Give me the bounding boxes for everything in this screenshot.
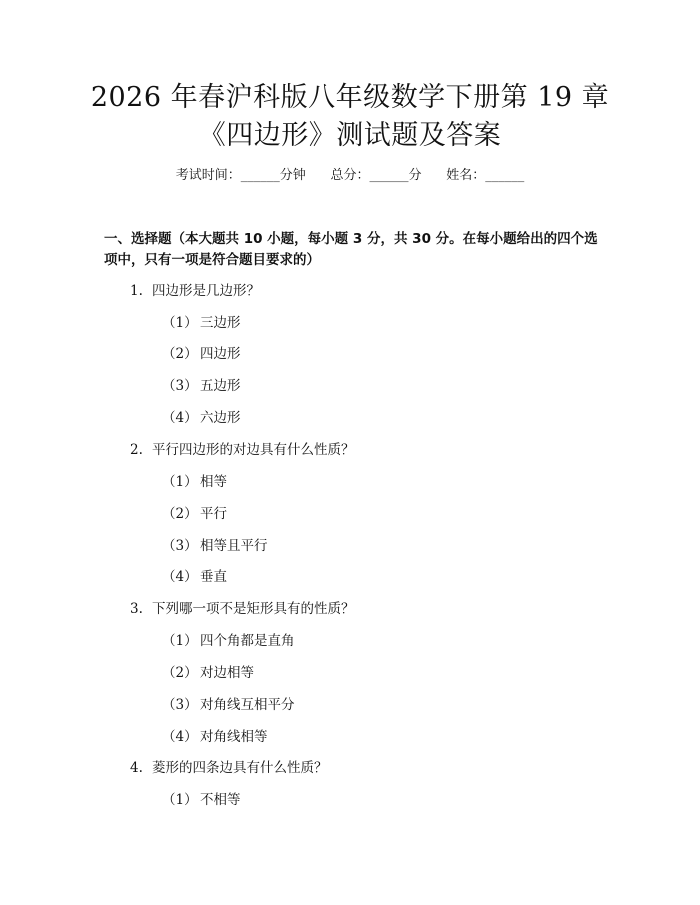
section-heading-line2: 项中，只有一项是符合题目要求的） <box>104 252 320 268</box>
option-text: 相等且平行 <box>200 538 268 554</box>
question-3-option-2 <box>162 663 254 683</box>
question-3-option-3 <box>162 695 295 715</box>
question-text: 平行四边形的对边具有什么性质？ <box>152 442 355 458</box>
question-1-option-2 <box>162 344 241 364</box>
option-text: 对边相等 <box>200 665 254 681</box>
question-4 <box>130 758 328 778</box>
question-3 <box>130 599 355 619</box>
question-number: 4. <box>130 760 143 776</box>
question-number: 1. <box>130 283 143 299</box>
option-number: （3） <box>162 378 198 394</box>
question-2-option-4 <box>162 567 227 587</box>
option-text: 六边形 <box>200 410 241 426</box>
option-text: 对角线互相平分 <box>200 697 295 713</box>
option-number: （4） <box>162 729 198 745</box>
question-text: 菱形的四条边具有什么性质？ <box>152 760 328 776</box>
question-number: 3. <box>130 601 143 617</box>
option-text: 三边形 <box>200 315 241 331</box>
option-number: （2） <box>162 506 198 522</box>
question-2-option-1 <box>162 472 227 492</box>
option-number: （3） <box>162 538 198 554</box>
option-number: （1） <box>162 315 198 331</box>
question-1-option-4 <box>162 408 241 428</box>
question-text: 四边形是几边形？ <box>152 283 260 299</box>
question-number: 2. <box>130 442 143 458</box>
question-2 <box>130 440 355 460</box>
question-3-option-1 <box>162 631 295 651</box>
option-number: （1） <box>162 633 198 649</box>
option-text: 四边形 <box>200 346 241 362</box>
option-text: 四个角都是直角 <box>200 633 295 649</box>
document-title-line1: 2026 年春沪科版八年级数学下册第 19 章 <box>90 82 610 113</box>
question-1-option-1 <box>162 313 241 333</box>
option-number: （1） <box>162 474 198 490</box>
option-number: （1） <box>162 792 198 808</box>
option-number: （4） <box>162 410 198 426</box>
option-number: （2） <box>162 665 198 681</box>
question-1 <box>130 281 260 301</box>
option-text: 平行 <box>200 506 227 522</box>
question-2-option-2 <box>162 504 227 524</box>
option-number: （4） <box>162 569 198 585</box>
question-4-option-1 <box>162 790 241 810</box>
option-text: 五边形 <box>200 378 241 394</box>
exam-info-line: 考试时间：______分钟 总分：______分 姓名：______ <box>175 168 525 183</box>
question-1-option-3 <box>162 376 241 396</box>
option-number: （3） <box>162 697 198 713</box>
option-text: 相等 <box>200 474 227 490</box>
question-3-option-4 <box>162 727 268 747</box>
option-number: （2） <box>162 346 198 362</box>
question-text: 下列哪一项不是矩形具有的性质？ <box>152 601 355 617</box>
option-text: 对角线相等 <box>200 729 268 745</box>
option-text: 不相等 <box>200 792 241 808</box>
option-text: 垂直 <box>200 569 227 585</box>
question-2-option-3 <box>162 536 268 556</box>
document-title-line2: 《四边形》测试题及答案 <box>198 120 502 151</box>
section-heading-line1: 一、选择题（本大题共 10 小题，每小题 3 分，共 30 分。在每小题给出的四个选 <box>104 231 598 247</box>
